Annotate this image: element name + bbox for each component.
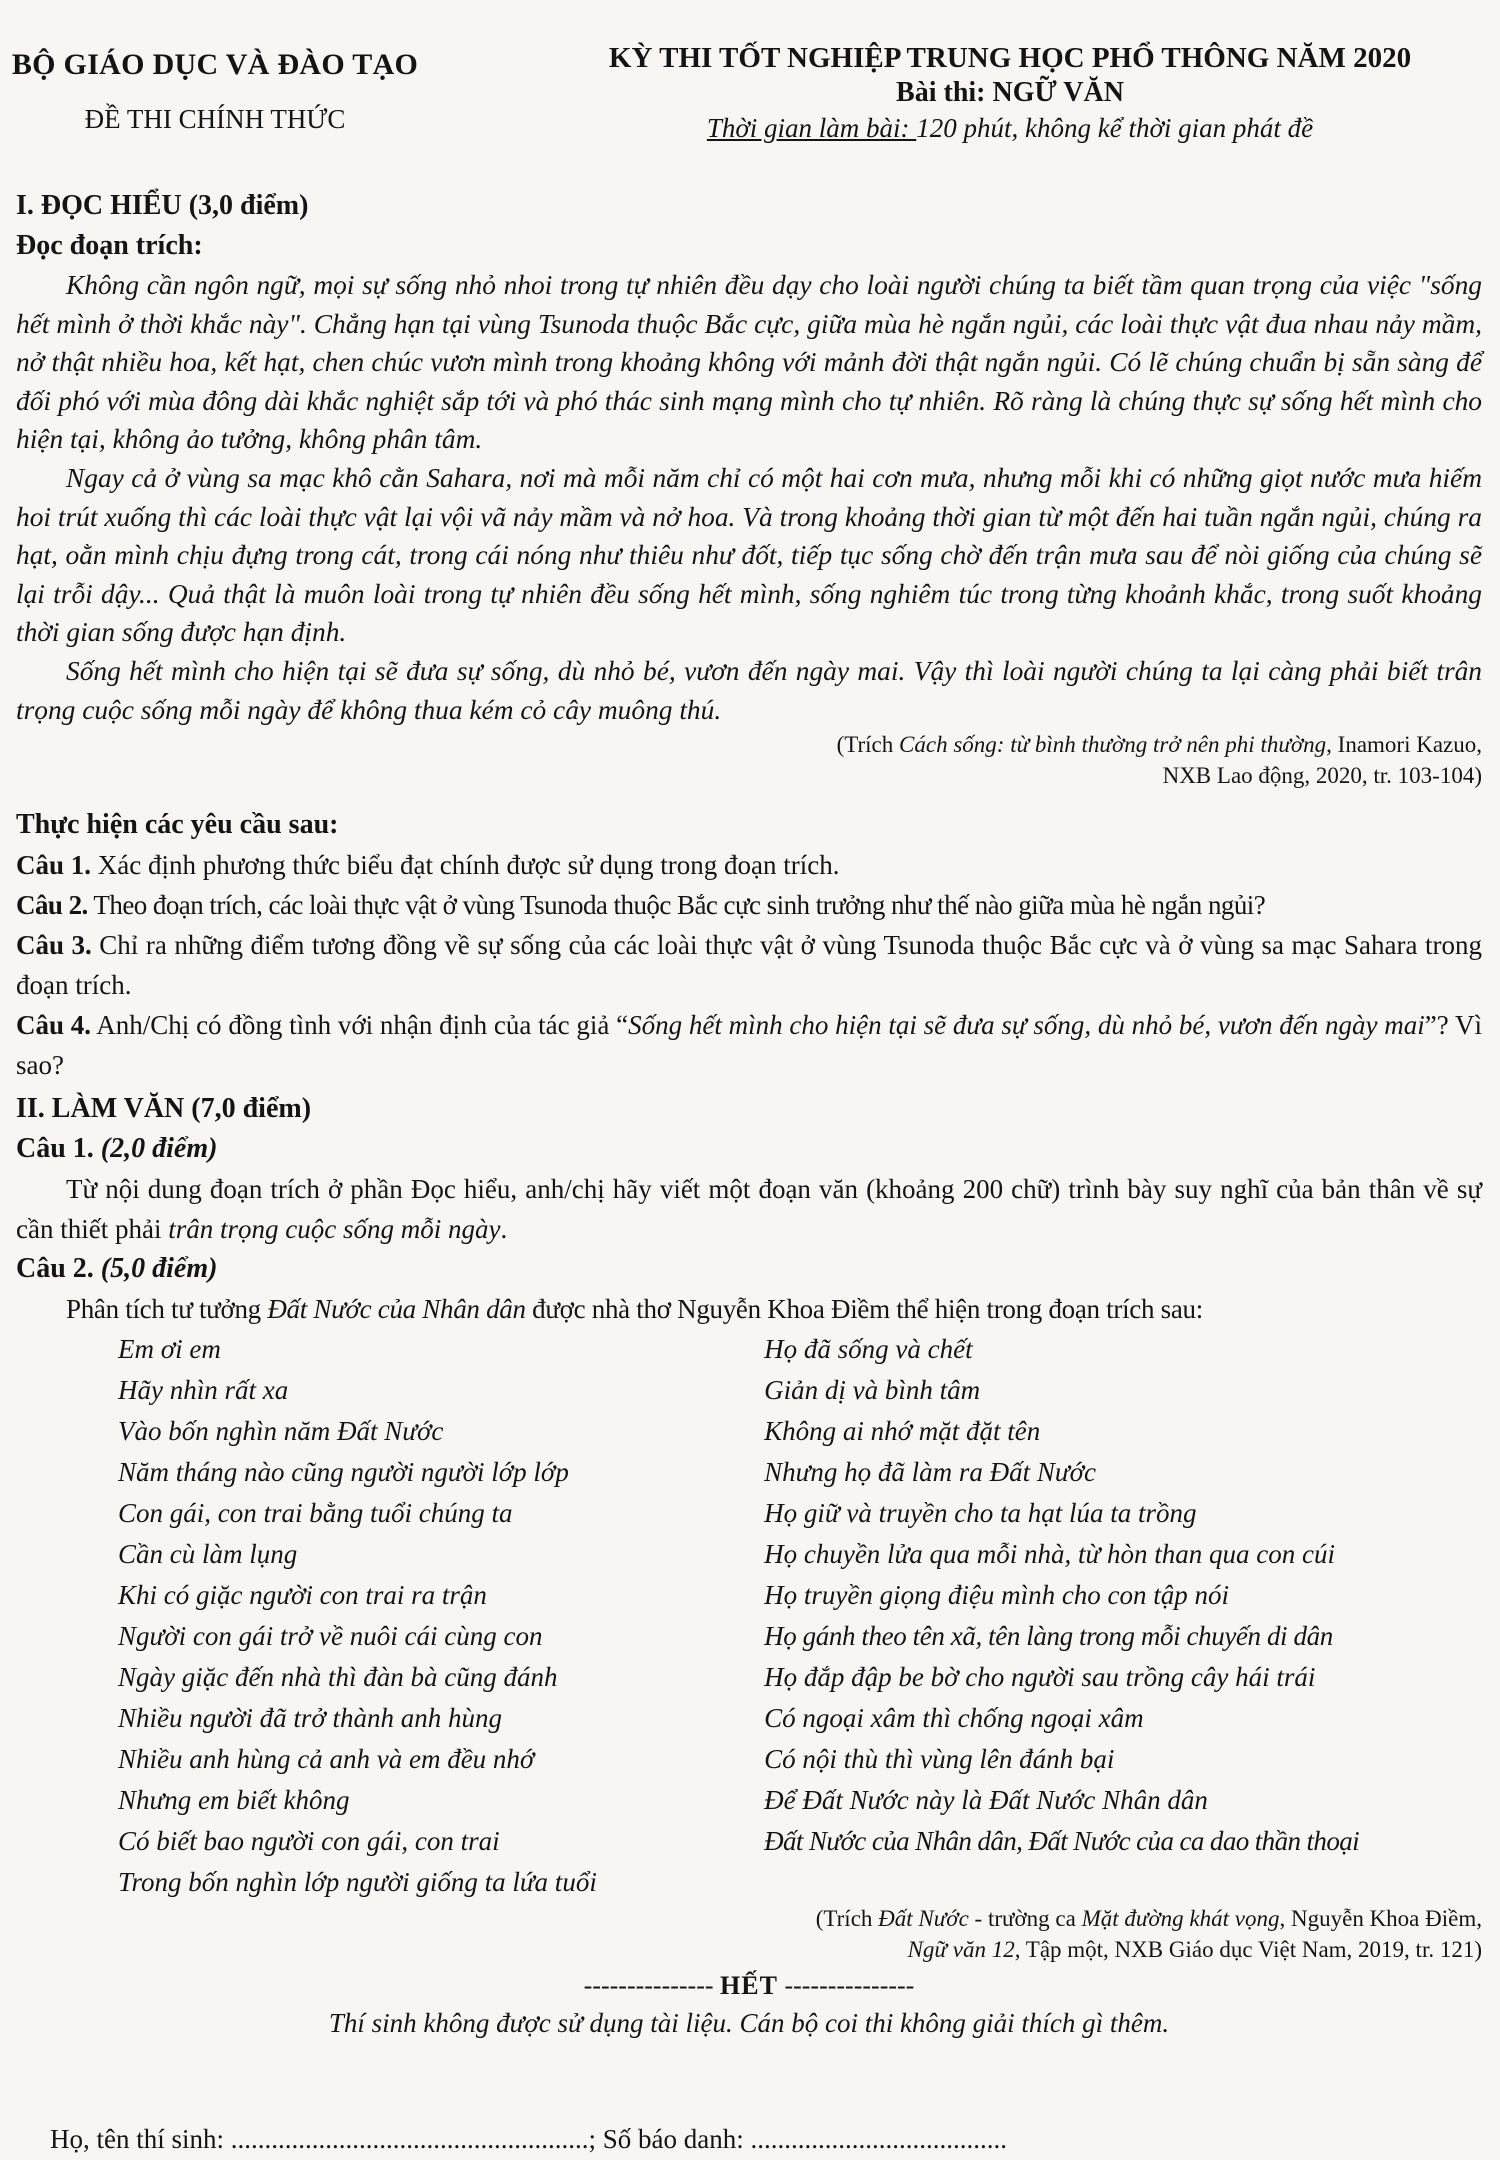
poem-line: Nhưng em biết không [118,1785,350,1816]
poem-line: Không ai nhớ mặt đặt tên [764,1416,1041,1447]
poem-line: Họ truyền giọng điệu mình cho con tập nói [764,1580,1230,1611]
poem-line: Nhiều người đã trở thành anh hùng [118,1703,503,1734]
poem-line: Đất Nước của Nhân dân, Đất Nước của ca dao thần thoại [764,1826,1360,1857]
poem-line: Giản dị và bình tâm [764,1375,981,1406]
subject-title: Bài thi: NGỮ VĂN [896,77,1124,108]
ministry-name: BỘ GIÁO DỤC VÀ ĐÀO TẠO [11,48,419,81]
poem-line: Nhiều anh hùng cả anh và em đều nhớ [118,1744,535,1775]
poem-citation: (Trích Đất Nước - trường ca Mặt đường khát vọng, Nguyễn Khoa Điềm, Ngữ văn 12, Tập một, NXB Giáo dục Việt Nam, 2019, tr. 121) [815,1906,1482,1963]
poem-line: Năm tháng nào cũng người người lớp lớp [118,1457,569,1488]
poem-line: Khi có giặc người con trai ra trận [118,1580,487,1611]
poem-line: Họ chuyền lửa qua mỗi nhà, từ hòn than qua con cúi [764,1539,1335,1570]
poem-line: Ngày giặc đến nhà thì đàn bà cũng đánh [118,1662,558,1693]
part2-heading: II. LÀM VĂN (7,0 điểm) [16,1093,312,1125]
passage-citation: (Trích Cách sống: từ bình thường trở nên phi thường, Inamori Kazuo, NXB Lao động, 2020, tr. 103-104) [836,732,1482,789]
citation-publisher: NXB Lao động, 2020, tr. 103-104) [1162,763,1482,789]
poem-line: Người con gái trở về nuôi cái cùng con [118,1621,543,1652]
poem-line: Con gái, con trai bằng tuổi chúng ta [118,1498,513,1529]
question-4: Câu 4. Anh/Chị có đồng tình với nhận định của tác giả “Sống hết mình cho hiện tại sẽ đưa sự sống, dù nhỏ bé, vươn đến ngày mai”? Vì sao? [16,1010,1482,1081]
poem-right-column [764,1329,1482,1903]
exam-notice: Thí sinh không được sử dụng tài liệu. Cán bộ coi thi không giải thích gì thêm. [328,2008,1170,2039]
poem-line: Em ơi em [118,1334,221,1365]
essay-question-2: Phân tích tư tưởng Đất Nước của Nhân dân được nhà thơ Nguyễn Khoa Điềm thể hiện trong đoạn trích sau: [66,1294,1203,1325]
poem-line: Có biết bao người con gái, con trai [118,1826,500,1857]
official-label: ĐỀ THI CHÍNH THỨC [84,104,346,134]
tasks-label: Thực hiện các yêu cầu sau: [16,809,339,841]
time-limit [540,113,1480,144]
question-1: Câu 1. Xác định phương thức biểu đạt chính được sử dụng trong đoạn trích. [16,850,840,881]
poem-line: Họ giữ và truyền cho ta hạt lúa ta trồng [764,1498,1197,1529]
poem-line: Hãy nhìn rất xa [118,1375,289,1406]
read-label: Đọc đoạn trích: [16,230,203,261]
exam-title: KỲ THI TỐT NGHIỆP TRUNG HỌC PHỔ THÔNG NĂM 2020 [608,42,1412,74]
time-prefix: Thời gian làm bài: [706,113,917,143]
poem-line: Cần cù làm lụng [118,1539,298,1570]
time-main: 120 phút, không kể thời gian phát đề [916,113,1314,143]
poem-left-column [118,1329,764,1903]
passage-paragraph: Không cần ngôn ngữ, mọi sự sống nhỏ nhoi trong tự nhiên đều dạy cho loài người chúng ta biết tầm quan trọng của việc "sống hết mình ở thời khắc này". Chẳng hạn tại vùng Tsunoda thuộc Bắc cực, giữa mùa hè ngắn ngủi, các loài thực vật đua nhau nảy mầm, nở thật nhiều hoa, kết hạt, chen chúc vươn mình trong khoảng không với mảnh đời thật ngắn ngủi. Có lẽ chúng chuẩn bị sẵn sàng để đối phó với mùa đông dài khắc nghiệt sắp tới và phó thác sinh mạng mình cho tự nhiên. Rõ ràng là chúng thực sự sống hết mình cho hiện tại, không ảo tưởng, không phân tâm. [16,270,1482,455]
end-marker: --------------- HẾT --------------- [583,1971,915,2001]
header-right [540,42,1480,144]
poem-line: Họ đã sống và chết [764,1334,973,1365]
passage-paragraph: Ngay cả ở vùng sa mạc khô cằn Sahara, nơi mà mỗi năm chỉ có một hai cơn mưa, nhưng mỗi khi có những giọt nước mưa hiếm hoi trút xuống thì các loài thực vật lại vội vã nảy mầm và nở hoa. Và trong khoảng thời gian từ một đến hai tuần ngắn ngủi, chúng ra hạt, oằn mình chịu đựng trong cát, trong cái nóng như thiêu như đốt, tiếp tục sống chờ đến trận mưa sau để nòi giống của chúng sẽ lại trỗi dậy... Quả thật là muôn loài trong tự nhiên đều sống hết mình, sống nghiêm túc trong từng khoảnh khắc, trong suốt khoảng thời gian sống được hạn định. [16,462,1482,648]
poem-line: Họ gánh theo tên xã, tên làng trong mỗi chuyến di dân [764,1621,1333,1652]
poem [118,1329,1482,1903]
exam-content [16,186,1482,2043]
poem-line: Nhưng họ đã làm ra Đất Nước [764,1457,1096,1488]
essay-question-1: Từ nội dung đoạn trích ở phần Đọc hiểu, anh/chị hãy viết một đoạn văn (khoảng 200 chữ) trình bày suy nghĩ của bản thân về sự cần thiết phải trân trọng cuộc sống mỗi ngày. [16,1174,1482,1245]
question-3: Câu 3. Chỉ ra những điểm tương đồng về sự sống của các loài thực vật ở vùng Tsunoda thuộc Bắc cực và ở vùng sa mạc Sahara trong đoạn trích. [16,930,1482,1001]
essay-question-1-label: Câu 1. (2,0 điểm) [16,1133,218,1165]
poem-line: Họ đắp đập be bờ cho người sau trồng cây hái trái [764,1662,1316,1693]
poem-line: Có ngoại xâm thì chống ngoại xâm [764,1703,1144,1734]
poem-line: Để Đất Nước này là Đất Nước Nhân dân [764,1785,1208,1816]
poem-line: Có nội thù thì vùng lên đánh bại [764,1744,1115,1775]
passage-paragraph: Sống hết mình cho hiện tại sẽ đưa sự sống, dù nhỏ bé, vươn đến ngày mai. Vậy thì loài người chúng ta lại càng phải biết trân trọng cuộc sống mỗi ngày để không thua kém cỏ cây muông thú. [16,655,1482,725]
question-2: Câu 2. Theo đoạn trích, các loài thực vật ở vùng Tsunoda thuộc Bắc cực sinh trưởng như thế nào giữa mùa hè ngắn ngủi? [16,890,1266,921]
essay-question-2-label: Câu 2. (5,0 điểm) [16,1253,218,1285]
header-left [0,48,430,135]
poem-line: Vào bốn nghìn năm Đất Nước [118,1416,444,1447]
part1-heading: I. ĐỌC HIỂU (3,0 điểm) [16,190,309,221]
candidate-info-line: Họ, tên thí sinh: .....................................................; Số báo danh: ...................................... [50,2124,1007,2154]
poem-line: Trong bốn nghìn lớp người giống ta lứa tuổi [118,1867,597,1898]
citation-title: Cách sống: từ bình thường trở nên phi thường [899,732,1327,758]
